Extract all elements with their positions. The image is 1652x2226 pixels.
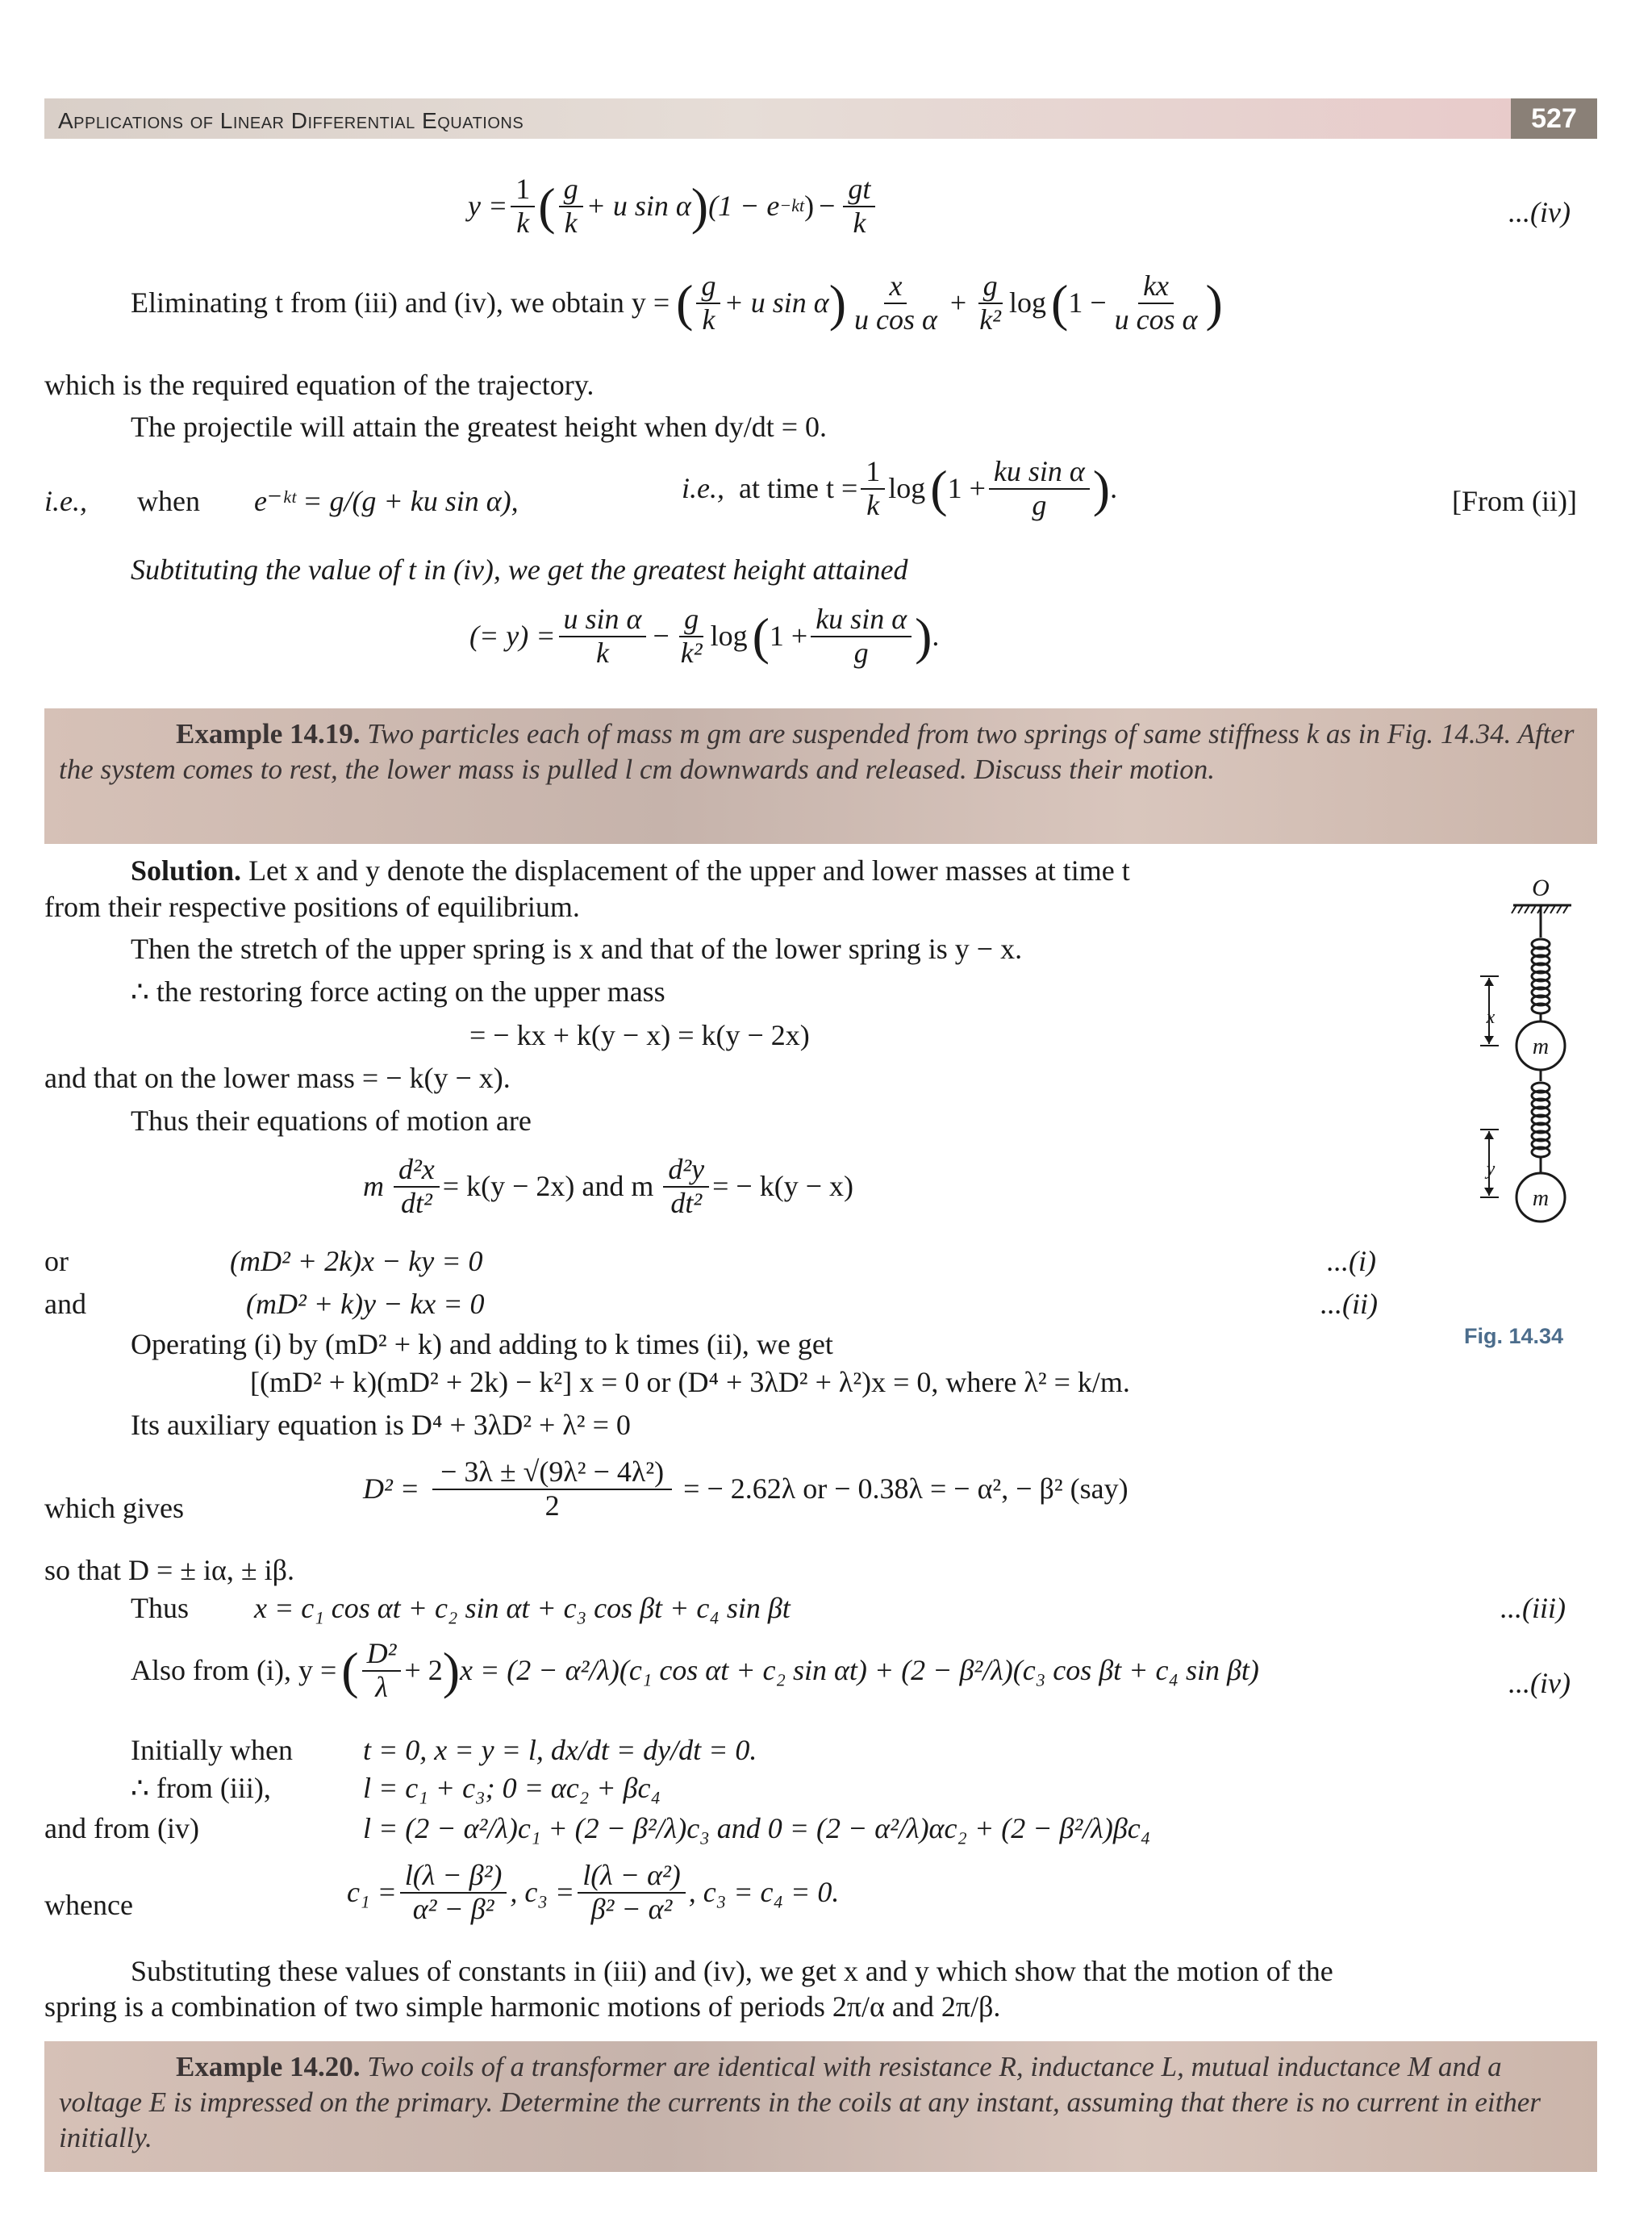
equation-ii: (mD² + k)y − kx = 0 [246, 1288, 485, 1320]
page-number: 527 [1511, 98, 1597, 139]
from-iv-equation: l = (2 − α²/λ)c₁ + (2 − β²/λ)c₃ and 0 = (2 − α²/λ)αc₂ + (2 − β²/λ)βc₄ [363, 1812, 1151, 1844]
lower-spring [1532, 1083, 1550, 1157]
example-14-19-body: Two particles each of mass m gm are suspended from two springs of same stiffness k as in Fig. 14.34. After the system comes to rest, the lower mass is pulled l cm downwards and released. Discuss their motion. [59, 718, 1575, 785]
greatest-height-equation: (= y) = $\frac{\text{u sin α}}{k}$ − $\frac{g}{\text{k²}}$ log ( 1 + $\frac{\text{ku sin α}}{g}$ ) . [469, 603, 940, 669]
x-solution: x = c₁ cos αt + c₂ sin αt + c₃ cos βt + c₄ sin βt [254, 1592, 791, 1624]
equations-of-motion: m $\frac{\text{d²x}}{\text{dt²}}$ = k(y − 2x) and m $\frac{\text{d²y}}{\text{dt²}}$ = − k(y − x) [363, 1153, 854, 1219]
at-time-equation: i.e., at time t = $\frac{1}{k}$ log ( 1 + $\frac{\text{ku sin α}}{g}$ ) . [682, 455, 1118, 521]
constants-equation: c₁ = $\frac{\text{l(λ − β²)}}{\text{α² − β²}}$ , c₃ = $\frac{\text{l(λ − α²)}}{\text{β² − α²}}$ , c₃ = c₄ = 0. [347, 1859, 840, 1925]
solution-line-10: Its auxiliary equation is D⁴ + 3λD² + λ² = 0 [131, 1409, 631, 1441]
solution-line-4: ∴ the restoring force acting on the upper mass [131, 975, 665, 1008]
so-that-line: so that D = ± iα, ± iβ. [44, 1554, 294, 1586]
fraction-one-over-k: $\frac{1}{k}$ [511, 173, 535, 239]
ekt-equation: e⁻ᵏᵗ = g/(g + ku sin α), [254, 485, 519, 517]
spring-mass-diagram [1452, 863, 1605, 1347]
solution-line-6: and that on the lower mass = − k(y − x). [44, 1062, 511, 1094]
lower-mass-label: m [1532, 1186, 1550, 1211]
solution-label: Solution. [131, 854, 242, 887]
or-label: or [44, 1245, 69, 1277]
from-iii-equation: l = c₁ + c₃; 0 = αc₂ + βc₄ [363, 1772, 661, 1804]
text-substituting: Subtituting the value of t in (iv), we get the greatest height attained [131, 553, 908, 586]
fraction-gt-over-k: $\frac{gt}{k}$ [843, 173, 875, 239]
x-displacement-label: x [1486, 1007, 1496, 1028]
solution-line-5: = − kx + k(y − x) = k(y − 2x) [469, 1019, 810, 1051]
text-trajectory: which is the required equation of the trajectory. [44, 369, 594, 401]
example-14-20-body: Two coils of a transformer are identical with resistance R, inductance L, mutual inductance M and a voltage E is impressed on the primary. Determine the currents in the coils at any instant, assuming that there is no current in either initially. [59, 2051, 1541, 2153]
eq-tag-ii: ...(ii) [1320, 1288, 1378, 1320]
example-14-19-box [44, 708, 1597, 844]
solution-line-3: Then the stretch of the upper spring is x and that of the lower spring is y − x. [131, 933, 1023, 965]
spring-mass-figure [1452, 863, 1605, 1347]
when-label: when [137, 485, 200, 517]
solution-line-1: Solution. Let x and y denote the displacement of the upper and lower masses at time t [131, 854, 1130, 887]
final-line-2: spring is a combination of two simple harmonic motions of periods 2π/α and 2π/β. [44, 1990, 1001, 2023]
solution-line-2: from their respective positions of equilibrium. [44, 891, 580, 923]
text-greatest-height-when: The projectile will attain the greatest height when dy/dt = 0. [131, 411, 828, 443]
from-iii-label: ∴ from (iii), [131, 1772, 271, 1804]
from-ii-reference: [From (ii)] [1452, 485, 1577, 517]
example-14-20-box [44, 2041, 1597, 2172]
fraction-g-over-k: $\frac{g}{k}$ [559, 173, 583, 239]
initially-label: Initially when [131, 1734, 293, 1766]
eq-tag-i: ...(i) [1327, 1245, 1376, 1277]
eq-tag-iv-top: ...(iv) [1508, 196, 1571, 228]
y-displacement-label: y [1486, 1159, 1496, 1180]
y-solution: Also from (i), y = ( $\frac{\text{D²}}{\lambda}$ + 2 ) x = (2 − α²/λ)(c₁ cos αt + c₂ sin αt) + (2 − β²/λ)(c₃ cos βt + c₄ sin βt) [131, 1637, 1259, 1703]
thus-label: Thus [131, 1592, 189, 1624]
running-head: Applications of Linear Differential Equations [58, 108, 524, 133]
eq-tag-iv: ...(iv) [1508, 1667, 1571, 1699]
solution-line-9: [(mD² + k)(mD² + 2k) − k²] x = 0 or (D⁴ + 3λD² + λ²)x = 0, where λ² = k/m. [250, 1366, 1130, 1398]
d2-equation: D² = $\frac{\text{− 3λ ± √(9λ² − 4λ²)}}{2}$ = − 2.62λ or − 0.38λ = − α², − β² (say) [363, 1455, 1128, 1522]
example-14-19-title: Example 14.19. [176, 718, 361, 750]
eliminating-equation: Eliminating t from (iii) and (iv), we obtain y = ( $\frac{g}{k}$ + u sin α ) $\frac{x}{\text{u cos α}}$ + $\frac{g}{\text{k²}}$ log ( 1 − $\frac{kx}{\text{u cos α}}$ ) [131, 269, 1223, 336]
final-line-1: Substituting these values of constants in (iii) and (iv), we get x and y which show that the motion of the [131, 1955, 1333, 1987]
solution-line-7: Thus their equations of motion are [131, 1105, 532, 1137]
and-from-iv-label: and from (iv) [44, 1812, 199, 1844]
equation-i: (mD² + 2k)x − ky = 0 [230, 1245, 483, 1277]
support-point-label: O [1532, 875, 1550, 901]
initial-conditions: t = 0, x = y = l, dx/dt = dy/dt = 0. [363, 1734, 757, 1766]
example-14-20-title: Example 14.20. [176, 2051, 361, 2082]
upper-spring [1532, 939, 1550, 1013]
eq-tag-iii: ...(iii) [1500, 1592, 1566, 1624]
equation-y-top: y = $\frac{1}{k}$ ( $\frac{g}{k}$ + u sin α ) (1 − e −kt ) − $\frac{gt}{k}$ [468, 173, 878, 239]
which-gives-label: which gives [44, 1492, 184, 1524]
upper-mass-label: m [1532, 1034, 1550, 1059]
and-label: and [44, 1288, 86, 1320]
ie-label-1: i.e., [44, 485, 87, 517]
whence-label: whence [44, 1889, 133, 1921]
figure-caption: Fig. 14.34 [1464, 1324, 1564, 1348]
solution-line-8: Operating (i) by (mD² + k) and adding to k times (ii), we get [131, 1328, 833, 1360]
